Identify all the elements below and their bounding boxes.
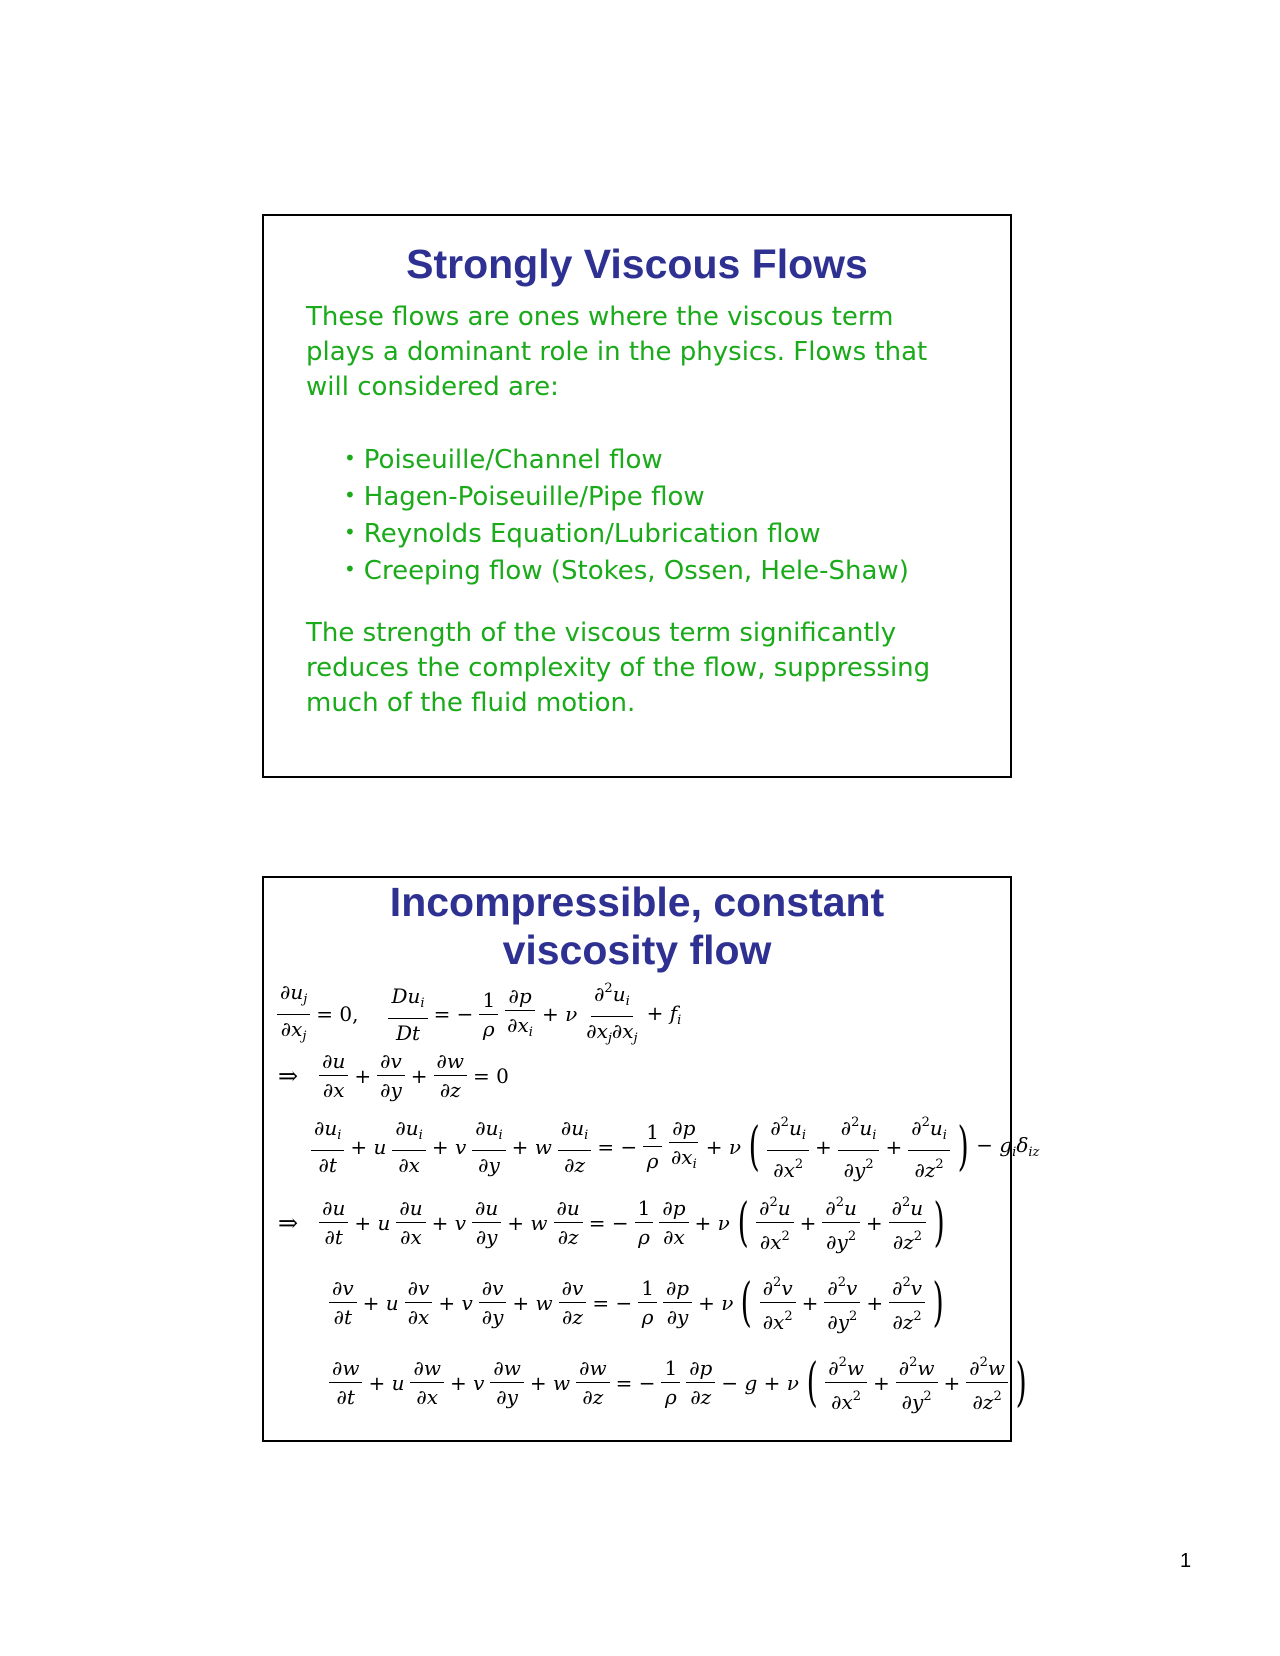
slide-incompressible-flow bbox=[262, 876, 1040, 1442]
equation-u-momentum: ⇒ $\frac{\partial u}{\partial t}$ + u $\frac{\partial u}{\partial x}$ + v $\frac{\partial u}{\partial y}$ + w $\frac{\partial u}{\partial z}$ = − $\frac{1}{\rho}$ $\frac{\partial p}{\partial x}$ + ν ( $\frac{\partial^2u}{\partial x^2}$ + $\frac{\partial^2u}{\partial y^2}$ + $\frac{\partial^2u}{\partial z^2}$ ) bbox=[278, 1190, 949, 1255]
slide-strongly-viscous-flows bbox=[262, 214, 1012, 778]
equation-index-form: $\frac{\partial u_j}{\partial x_j}$ = 0, $\frac{Du_i}{Dt}$ = − $\frac{1}{\rho}$ $\frac{\partial p}{\partial x_i}$ + ν $\frac{\partial^2u_i}{\partial x_j\partial x_j}$ + $f_i$ bbox=[274, 976, 684, 1052]
outro-paragraph: The strength of the viscous term significantly reduces the complexity of the flow, suppressing much of the fluid motion. bbox=[306, 618, 931, 718]
list-item: • Poiseuille/Channel flow bbox=[344, 441, 909, 478]
title-line-1: Incompressible, constant bbox=[389, 879, 885, 925]
list-item: • Hagen-Poiseuille/Pipe flow bbox=[344, 478, 909, 515]
slide-title: Strongly Viscous Flows bbox=[406, 241, 868, 287]
flow-list bbox=[344, 441, 909, 589]
list-item: • Creeping flow (Stokes, Ossen, Hele-Shaw) bbox=[344, 552, 909, 589]
equation-continuity: ⇒ $\frac{\partial u}{\partial x}$ + $\frac{\partial v}{\partial y}$ + $\frac{\partial w}{\partial z}$ = 0 bbox=[278, 1049, 509, 1102]
list-item: • Reynolds Equation/Lubrication flow bbox=[344, 515, 909, 552]
title-line-2: viscosity flow bbox=[502, 927, 772, 973]
page-number: 1 bbox=[1180, 1550, 1192, 1572]
equation-v-momentum: $\frac{\partial v}{\partial t}$ + u $\frac{\partial v}{\partial x}$ + v $\frac{\partial v}{\partial y}$ + w $\frac{\partial v}{\partial z}$ = − $\frac{1}{\rho}$ $\frac{\partial p}{\partial y}$ + ν ( $\frac{\partial^2v}{\partial x^2}$ + $\frac{\partial^2v}{\partial y^2}$ + $\frac{\partial^2v}{\partial z^2}$ ) bbox=[326, 1270, 948, 1335]
equation-w-momentum: $\frac{\partial w}{\partial t}$ + u $\frac{\partial w}{\partial x}$ + v $\frac{\partial w}{\partial y}$ + w $\frac{\partial w}{\partial z}$ = − $\frac{1}{\rho}$ $\frac{\partial p}{\partial z}$ − g + ν ( $\frac{\partial^2w}{\partial x^2}$ + $\frac{\partial^2w}{\partial y^2}$ + $\frac{\partial^2w}{\partial z^2}$ ) bbox=[326, 1350, 1031, 1415]
intro-paragraph: These flows are ones where the viscous term plays a dominant role in the physics. Flows that will considered are: bbox=[306, 302, 928, 402]
equation-momentum-index: $\frac{\partial u_i}{\partial t}$ + u $\frac{\partial u_i}{\partial x}$ + v $\frac{\partial u_i}{\partial y}$ + w $\frac{\partial u_i}{\partial z}$ = − $\frac{1}{\rho}$ $\frac{\partial p}{\partial x_i}$ + ν ( $\frac{\partial^2u_i}{\partial x^2}$ + $\frac{\partial^2u_i}{\partial y^2}$ + $\frac{\partial^2u_i}{\partial z^2}$ ) − $g_i\delta_{iz}$ bbox=[308, 1110, 1042, 1183]
slide-title bbox=[264, 878, 1010, 974]
